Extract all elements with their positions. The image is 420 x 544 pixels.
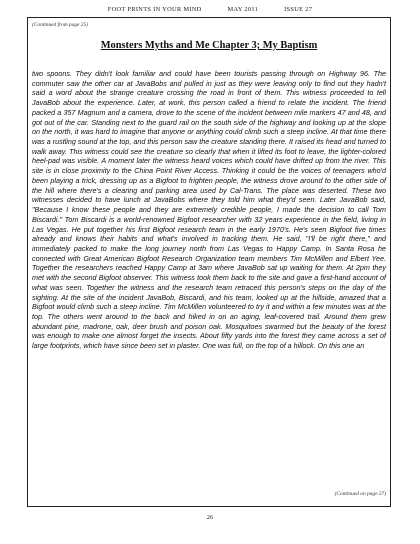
issue-date: MAY 2011 xyxy=(227,6,259,13)
continued-on-note: (Continued on page 27) xyxy=(334,491,386,497)
continued-from-note: (Continued from page 25) xyxy=(32,22,88,28)
article-body: two spoons. They didn't look familiar and could have been tourists passing through on Highway 96. The commuter saw the other car at JavaBobs and pulled in just as they were leaving only to find out they hadn't said a word about the strange creature crossing the road in front of them. This witness proceeded to tell JavaBob about the experience. Later, at work, this person called a friend to relate the incident. The friend packed a 357 Magnum and a camera, drove to the scene of the incident between mile markers 47 and 48, and got out of the car. Standing next to the guard rail on the south side of the highway and looking up at the slope on the north, it was hard to imagine that anyone or anything could climb such a steep incline. At that time there was a rustling sound at the top, and this person saw the creature standing there. It raised its head and turned to walk away. This witness could see the creature so clearly that when it lifted its foot to leave, the lighter-colored heel-pad was visible. A moment later the witness heard voices which could have drifted up from the river. This site is in close proximity to the China Point River Access. Thinking it could be the voices of teenagers who'd been playing a trick, dressing up as a Bigfoot to frighten people, the witness drove around to the other side of the hill where there's a clearing and parking area used by Cal-Trans. The place was deserted. These two witnesses decided to have lunch at JavaBobs where they told him what they'd seen. Later JavaBob said, "Because I know these people and they are extremely credible people, I made the decision to call Tom Biscardi." Tom Biscardi is a world-renowned Bigfoot researcher with 32 years experience in the field, living in Las Vegas. He put together his first Bigfoot research team in the early 1970's. He's seen Bigfoot five times already and knows their habits and what's involved in tracking them. He said, "I'll be right there," and immediately packed to make the long journey north from Las Vegas to Happy Camp. In Santa Rosa he connected with Great American Bigfoot Research Organization team members Tim McMillen and Elbert Yee. Together the researchers reached Happy Camp at 3am where JavaBob sat up waiting for them. At 2pm they met with the second Bigfoot observer. This witness took them back to the site and gave a first-hand account of what was seen. Together the witness and the research team retraced this person's steps on the day of the sighting. At the site of the incident JavaBob, Biscardi, and his team, looked up at the hillside, amazed that a Bigfoot would climb such a steep incline. Tim McMillen volunteered to try it and within a few minutes was at the top. The others went around to the back and hiked in on an aging, leaf-covered trail. Around them grew abundant pine, madrone, oak, deer brush and poison oak. Mosquitoes swarmed but the beauty of the forest was enough to make one almost forget the insects. About fifty yards into the forest they came across a set of large footprints, which have since been set in plaster. One was full, on the top of a hillock. On this one an xyxy=(32,70,386,351)
page-header xyxy=(0,6,420,13)
publication-name: FOOT PRINTS IN YOUR MIND xyxy=(107,6,202,13)
issue-number: ISSUE 27 xyxy=(284,6,313,13)
page-number: 26 xyxy=(206,514,214,521)
article-title: Monsters Myths and Me Chapter 3; My Baptism xyxy=(100,40,318,51)
